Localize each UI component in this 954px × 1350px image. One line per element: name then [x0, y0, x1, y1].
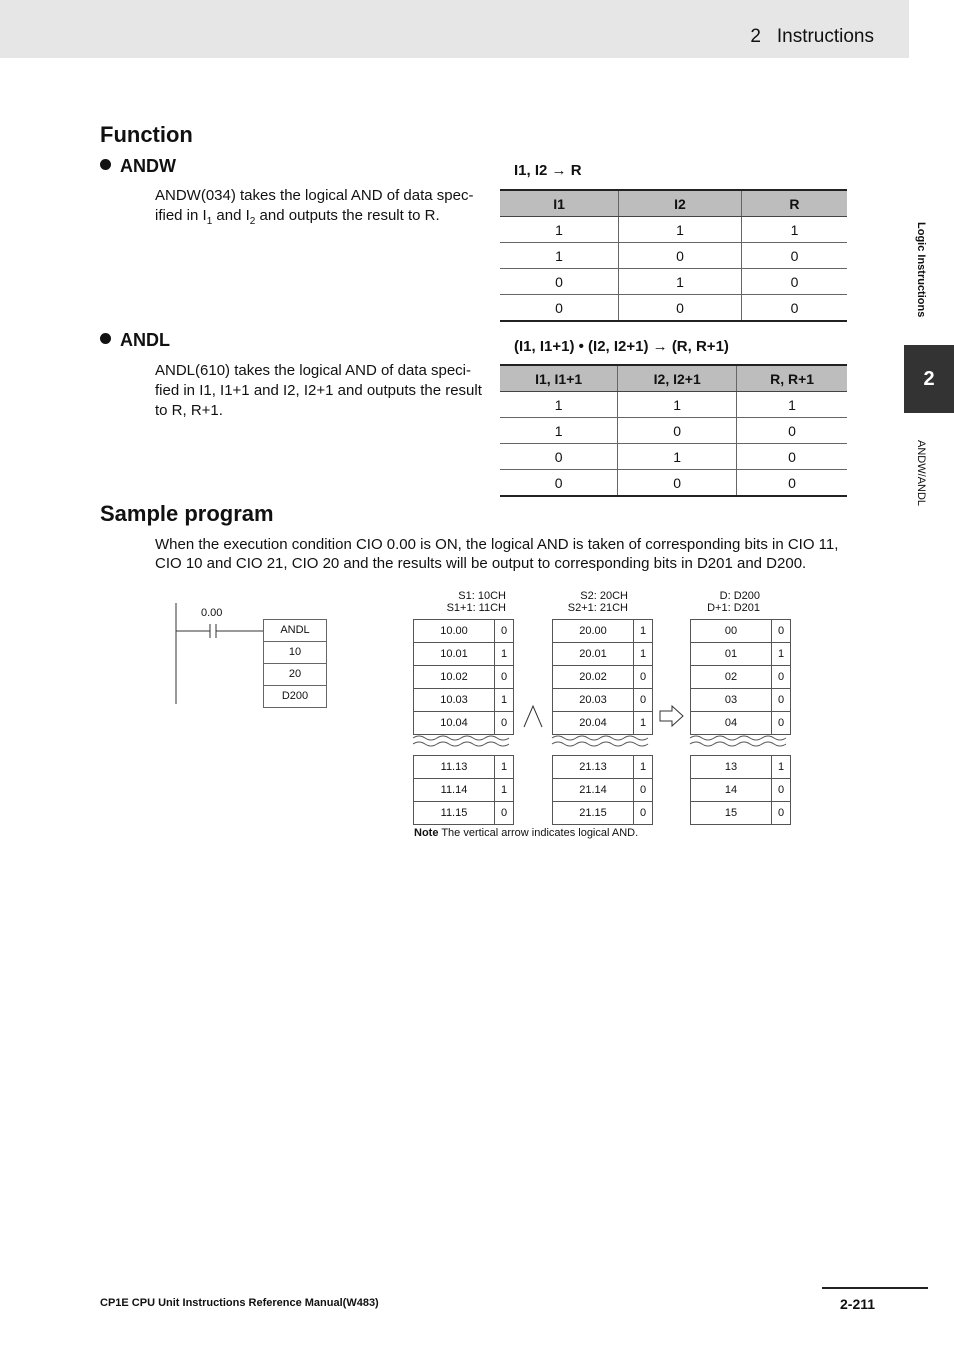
table-row [414, 779, 514, 802]
bit-address: 01 [691, 643, 772, 666]
chapter-header [750, 26, 874, 48]
andw-description [155, 186, 485, 232]
table-row [500, 392, 847, 418]
bit-value: 0 [495, 802, 514, 825]
cell: 0 [741, 295, 847, 322]
bit-value: 1 [495, 643, 514, 666]
bit-address: 20.01 [553, 643, 634, 666]
break-wave-lines [410, 733, 800, 753]
cell: 1 [618, 392, 737, 418]
bit-value: 0 [495, 666, 514, 689]
bit-address: 20.00 [553, 620, 634, 643]
cell: 1 [737, 392, 847, 418]
table-row [500, 295, 847, 322]
cell: 0 [618, 470, 737, 497]
table-row [414, 689, 514, 712]
cell: 1 [619, 217, 742, 243]
bit-address: 21.14 [553, 779, 634, 802]
note-text: The vertical arrow indicates logical AND. [441, 827, 639, 839]
table-row [414, 666, 514, 689]
table-row [553, 802, 653, 825]
andw-bullet [100, 156, 176, 177]
table-row [500, 444, 847, 470]
cell: 0 [741, 243, 847, 269]
andl-description [155, 361, 490, 421]
contact-address: 0.00 [201, 607, 223, 619]
andw-table-title: I1, I2 → R [514, 162, 582, 179]
cell: 0 [737, 444, 847, 470]
andw-col-i1: I1 [500, 190, 619, 217]
table-row [500, 243, 847, 269]
bit-address: 11.13 [414, 756, 495, 779]
cell: 0 [737, 418, 847, 444]
table-row [553, 779, 653, 802]
cell: 0 [619, 243, 742, 269]
table-row [500, 269, 847, 295]
instruction-block [263, 619, 327, 708]
andl-table-title: (I1, I1+1) • (I2, I2+1) → (R, R+1) [514, 338, 729, 355]
sample-heading: Sample program [100, 501, 274, 526]
andw-truth-table [500, 189, 847, 322]
bit-address: 20.03 [553, 689, 634, 712]
andw-label: ANDW [120, 156, 176, 176]
cell: 1 [618, 444, 737, 470]
cell: 0 [619, 295, 742, 322]
bit-value: 0 [634, 779, 653, 802]
table-row [500, 418, 847, 444]
bit-address: 10.03 [414, 689, 495, 712]
cell: 1 [500, 418, 618, 444]
result-arrow-icon [658, 704, 686, 728]
table-row [691, 756, 791, 779]
table-row [500, 217, 847, 243]
bit-address: 02 [691, 666, 772, 689]
bit-value: 0 [772, 712, 791, 735]
bit-address: 10.02 [414, 666, 495, 689]
table-row [691, 666, 791, 689]
s2-label-line2: S2+1: 21CH [567, 602, 628, 614]
bit-value: 1 [634, 643, 653, 666]
d-label-line2: D+1: D201 [707, 602, 760, 614]
sample-desc-line1: When the execution condition CIO 0.00 is ON, the logical AND is taken of corresponding bits in CIO 11, [155, 536, 839, 553]
bit-value: 0 [634, 666, 653, 689]
bit-address: 10.04 [414, 712, 495, 735]
bit-address: 10.00 [414, 620, 495, 643]
andl-col-i2: I2, I2+1 [618, 365, 737, 392]
table-row [414, 712, 514, 735]
cell: 1 [500, 392, 618, 418]
bit-address: 21.15 [553, 802, 634, 825]
bit-value: 1 [495, 689, 514, 712]
bit-value: 0 [772, 802, 791, 825]
side-chapter-tab: 2 [904, 345, 954, 413]
table-row [691, 779, 791, 802]
operand-s1: 10 [263, 642, 327, 664]
table-row [553, 689, 653, 712]
bit-address: 13 [691, 756, 772, 779]
bit-value: 1 [495, 779, 514, 802]
cell: 0 [618, 418, 737, 444]
table-row [553, 620, 653, 643]
s2-bit-table [552, 619, 653, 825]
bit-value: 0 [772, 689, 791, 712]
cell: 1 [500, 217, 619, 243]
bit-value: 0 [772, 666, 791, 689]
side-topic-label: ANDW/ANDL [915, 440, 927, 507]
cell: 0 [741, 269, 847, 295]
cell: 0 [500, 269, 619, 295]
bit-value: 0 [772, 620, 791, 643]
cell: 0 [500, 470, 618, 497]
cell: 1 [619, 269, 742, 295]
bit-address: 11.14 [414, 779, 495, 802]
bit-value: 0 [634, 689, 653, 712]
bit-value: 0 [772, 779, 791, 802]
bullet-icon [100, 333, 111, 344]
d-bit-table [690, 619, 791, 825]
note-label: Note [414, 827, 439, 839]
andl-label: ANDL [120, 330, 170, 350]
diagram-note [414, 827, 638, 839]
andw-desc-c: and outputs the result to R. [255, 207, 440, 224]
s1-bit-table [413, 619, 514, 825]
andl-col-i1: I1, I1+1 [500, 365, 618, 392]
bit-address: 11.15 [414, 802, 495, 825]
cell: 1 [500, 243, 619, 269]
s1-label [414, 590, 506, 614]
logical-and-icon [522, 703, 544, 729]
operand-d: D200 [263, 686, 327, 708]
bit-value: 1 [772, 643, 791, 666]
andw-desc-b: and I [212, 207, 250, 224]
table-row [553, 666, 653, 689]
s1-label-line1: S1: 10CH [458, 590, 506, 602]
cell: 0 [500, 444, 618, 470]
table-row [553, 712, 653, 735]
andw-desc-line1: ANDW(034) takes the logical AND of data spec- [155, 187, 474, 204]
bit-value: 1 [772, 756, 791, 779]
andl-desc-line3: to R, R+1. [155, 402, 223, 419]
table-row [414, 756, 514, 779]
table-row [691, 643, 791, 666]
sample-desc-line2: CIO 10 and CIO 21, CIO 20 and the results will be output to corresponding bits in D201 and D200. [155, 555, 807, 572]
table-row [414, 620, 514, 643]
chapter-title: Instructions [776, 26, 874, 47]
bit-value: 1 [634, 620, 653, 643]
bit-value: 0 [495, 712, 514, 735]
table-row [414, 643, 514, 666]
bit-value: 1 [634, 756, 653, 779]
footer-manual-title: CP1E CPU Unit Instructions Reference Manual(W483) [100, 1297, 379, 1309]
bit-value: 0 [495, 620, 514, 643]
bit-address: 15 [691, 802, 772, 825]
andw-col-r: R [741, 190, 847, 217]
andl-col-r: R, R+1 [737, 365, 847, 392]
bit-address: 03 [691, 689, 772, 712]
table-row [691, 802, 791, 825]
operand-s2: 20 [263, 664, 327, 686]
page-number: 2-211 [840, 1296, 876, 1312]
cell: 1 [741, 217, 847, 243]
cell: 0 [500, 295, 619, 322]
function-heading: Function [100, 122, 193, 147]
d-label-line1: D: D200 [719, 590, 760, 602]
bit-address: 00 [691, 620, 772, 643]
bit-address: 14 [691, 779, 772, 802]
footer-rule [822, 1287, 928, 1289]
d-label [700, 590, 760, 614]
s2-label-line1: S2: 20CH [580, 590, 628, 602]
bit-address: 20.04 [553, 712, 634, 735]
bit-address: 21.13 [553, 756, 634, 779]
instruction-mnemonic: ANDL [263, 619, 327, 642]
bit-value: 0 [634, 802, 653, 825]
side-section-label: Logic Instructions [915, 222, 927, 318]
bit-value: 1 [495, 756, 514, 779]
table-row [500, 470, 847, 497]
table-row [553, 643, 653, 666]
chapter-number: 2 [750, 26, 761, 47]
andl-truth-table [500, 364, 847, 497]
bit-address: 10.01 [414, 643, 495, 666]
andw-desc-a: ified in I [155, 207, 207, 224]
andw-desc-line2: ified in $I_1$ and $I_2$ and outputs the result to R. [155, 207, 440, 227]
table-row [691, 689, 791, 712]
andl-bullet [100, 330, 170, 351]
table-row [691, 620, 791, 643]
bit-value: 1 [634, 712, 653, 735]
bit-address: 20.02 [553, 666, 634, 689]
andw-col-i2: I2 [619, 190, 742, 217]
table-row [414, 802, 514, 825]
andl-desc-line2: fied in I1, I1+1 and I2, I2+1 and outputs the result [155, 382, 482, 399]
andl-desc-line1: ANDL(610) takes the logical AND of data speci- [155, 362, 471, 379]
cell: 0 [737, 470, 847, 497]
bit-address: 04 [691, 712, 772, 735]
s2-label [552, 590, 628, 614]
table-row [553, 756, 653, 779]
table-row [691, 712, 791, 735]
sample-description [155, 535, 895, 573]
s1-label-line2: S1+1: 11CH [446, 602, 506, 614]
bullet-icon [100, 159, 111, 170]
